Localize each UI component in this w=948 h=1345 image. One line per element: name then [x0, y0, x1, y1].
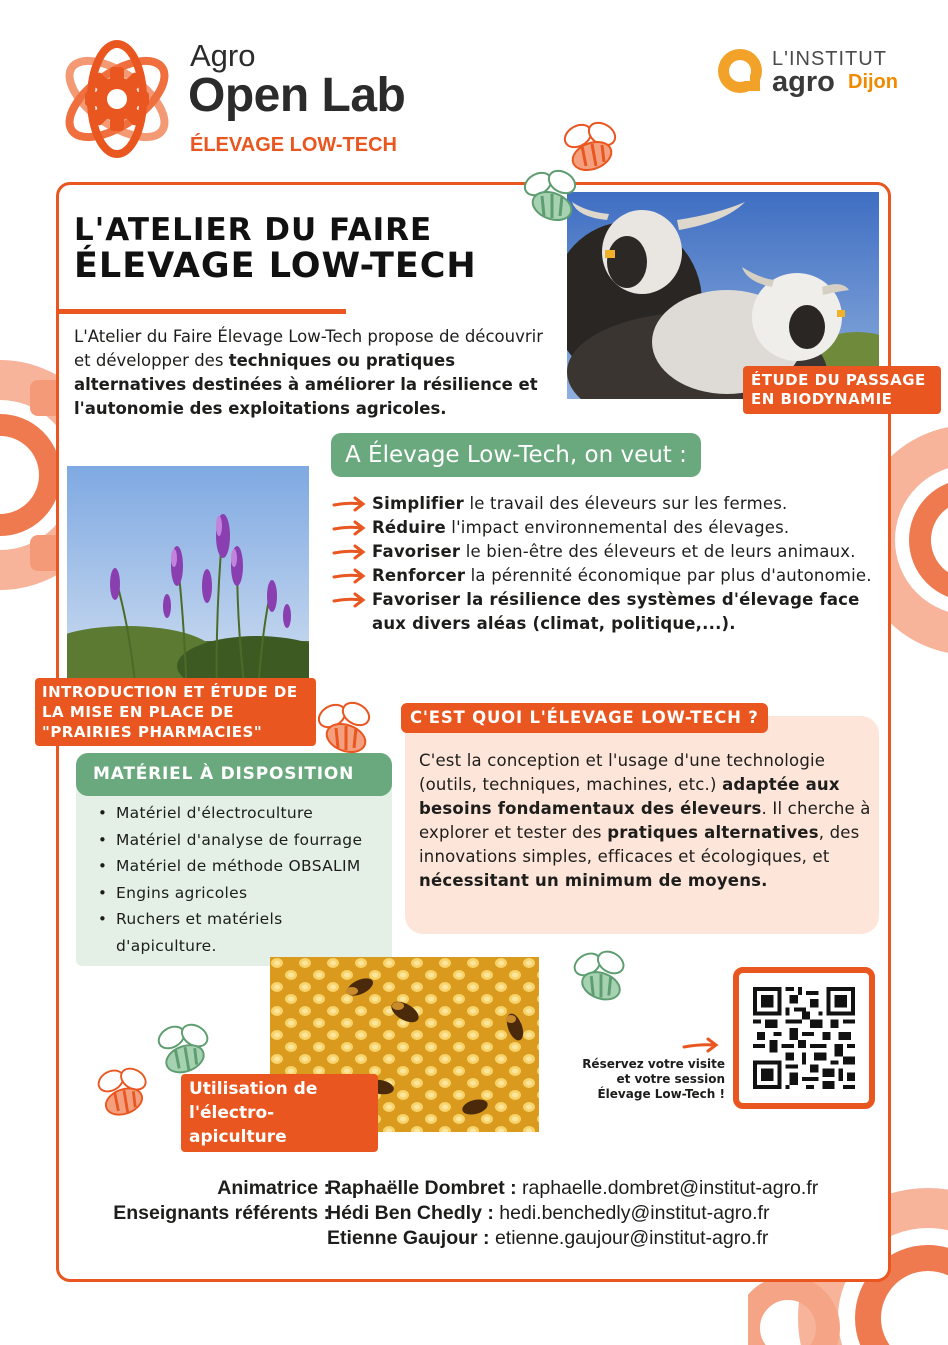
contact-name: Raphaëlle Dombret : [327, 1177, 517, 1199]
bee-icon [516, 168, 588, 230]
want-item [332, 540, 882, 564]
quoi-text-2: . Il cherche à explorer et tester des [419, 799, 871, 842]
materiel-item: • Matériel d'électroculture [98, 800, 388, 827]
reserve-line1: Réservez votre visite [582, 1057, 725, 1071]
contact-role: Animatrice : [217, 1177, 330, 1199]
arrow-right-icon [332, 520, 366, 536]
quoi-bold-3: nécessitant un minimum de moyens. [419, 871, 768, 890]
institut-agro-text: agro [772, 66, 835, 98]
logo-subtitle: ÉLEVAGE LOW-TECH [190, 134, 398, 156]
want-list [332, 492, 882, 636]
flower-photo-caption: INTRODUCTION ET ÉTUDE DE LA MISE EN PLACE DE "PRAIRIES PHARMACIES" [35, 678, 316, 746]
want-item-bold: Réduire [372, 518, 446, 537]
contact-role: Enseignants référents : [113, 1202, 330, 1224]
want-item-bold: Renforcer [372, 566, 466, 585]
want-item-text: le travail des éleveurs sur les fermes. [464, 494, 788, 513]
materiel-heading: MATÉRIEL À DISPOSITION [76, 753, 392, 796]
open-lab-logo-icon [58, 40, 176, 158]
want-item-text: l'impact environnemental des élevages. [445, 518, 790, 537]
want-item-text: la pérennité économique par plus d'autonomie. [465, 566, 872, 585]
intro-bold-text: techniques ou pratiques alternatives destinées à améliorer la résilience et l'autonomie des exploitations agricoles. [74, 351, 538, 418]
quoi-paragraph [419, 749, 871, 893]
bee-icon [90, 1066, 158, 1124]
contact-name: Etienne Gaujour : [327, 1227, 490, 1249]
bee-icon [150, 1022, 220, 1082]
quoi-bold-1: adaptée aux besoins fondamentaux des éleveurs [419, 775, 840, 818]
contact-email[interactable]: raphaelle.dombret@institut-agro.fr [522, 1177, 819, 1199]
logo-openlab-text: Open Lab [188, 69, 406, 122]
materiel-item: • Ruchers et matériels d'apiculture. [98, 906, 388, 959]
reserve-line2: et votre session [616, 1072, 725, 1086]
qr-code[interactable] [733, 967, 875, 1109]
reserve-line3: Élevage Low-Tech ! [597, 1087, 725, 1101]
materiel-item: • Matériel de méthode OBSALIM [98, 853, 388, 880]
contact-email[interactable]: hedi.benchedly@institut-agro.fr [499, 1202, 770, 1224]
want-item [332, 516, 882, 540]
cow-photo-caption: ÉTUDE DU PASSAGE EN BIODYNAMIE [743, 366, 941, 414]
title-line2: ÉLEVAGE LOW-TECH [74, 246, 477, 286]
quoi-heading: C'EST QUOI L'ÉLEVAGE LOW-TECH ? [401, 703, 768, 733]
want-item-bold: Favoriser [372, 542, 461, 561]
contact-name: Hédi Ben Chedly : [327, 1202, 494, 1224]
quoi-bold-2: pratiques alternatives [607, 823, 819, 842]
materiel-list [98, 800, 388, 959]
intro-paragraph [74, 325, 544, 421]
arrow-right-icon [682, 1036, 720, 1054]
want-item-bold: Favoriser la résilience des systèmes d'élevage face aux divers aléas (climat, politique,...). [372, 590, 860, 633]
title-underline [56, 309, 346, 314]
materiel-item: • Matériel d'analyse de fourrage [98, 827, 388, 854]
flowers-photo [67, 466, 309, 708]
contact-email[interactable]: etienne.gaujour@institut-agro.fr [494, 1227, 769, 1249]
contact-name-line [327, 1176, 818, 1201]
arrow-right-icon [332, 592, 366, 608]
contact-name-line [327, 1201, 769, 1226]
want-item [332, 564, 882, 588]
quoi-text-3: , des innovations simples, efficaces et écologiques, et [419, 823, 860, 866]
intro-plain-text: L'Atelier du Faire Élevage Low-Tech propose de découvrir et développer des [74, 327, 543, 370]
materiel-item: • Engins agricoles [98, 880, 388, 907]
arrow-right-icon [332, 544, 366, 560]
want-item [332, 492, 882, 516]
reserve-text [567, 1057, 725, 1102]
want-item-text: le bien-être des éleveurs et de leurs animaux. [460, 542, 856, 561]
logo-agro-text: Agro [190, 38, 256, 73]
want-item-bold: Simplifier [372, 494, 465, 513]
contact-name-line [327, 1226, 768, 1251]
arrow-right-icon [332, 496, 366, 512]
title-line1: L'ATELIER DU FAIRE [74, 212, 433, 248]
institut-dijon-text: Dijon [848, 71, 898, 93]
qr-code-icon [753, 987, 855, 1089]
want-item [332, 588, 882, 636]
institut-line1: L'INSTITUT [772, 48, 887, 70]
honey-photo-caption: Utilisation de l'électro-apiculture [181, 1074, 378, 1152]
quoi-text-1: C'est la conception et l'usage d'une technologie (outils, techniques, machines, etc.) [419, 751, 826, 794]
arrow-right-icon [332, 568, 366, 584]
institut-agro-logo-icon [714, 45, 766, 97]
want-heading: A Élevage Low-Tech, on veut : [331, 433, 701, 477]
bee-icon [566, 948, 636, 1010]
